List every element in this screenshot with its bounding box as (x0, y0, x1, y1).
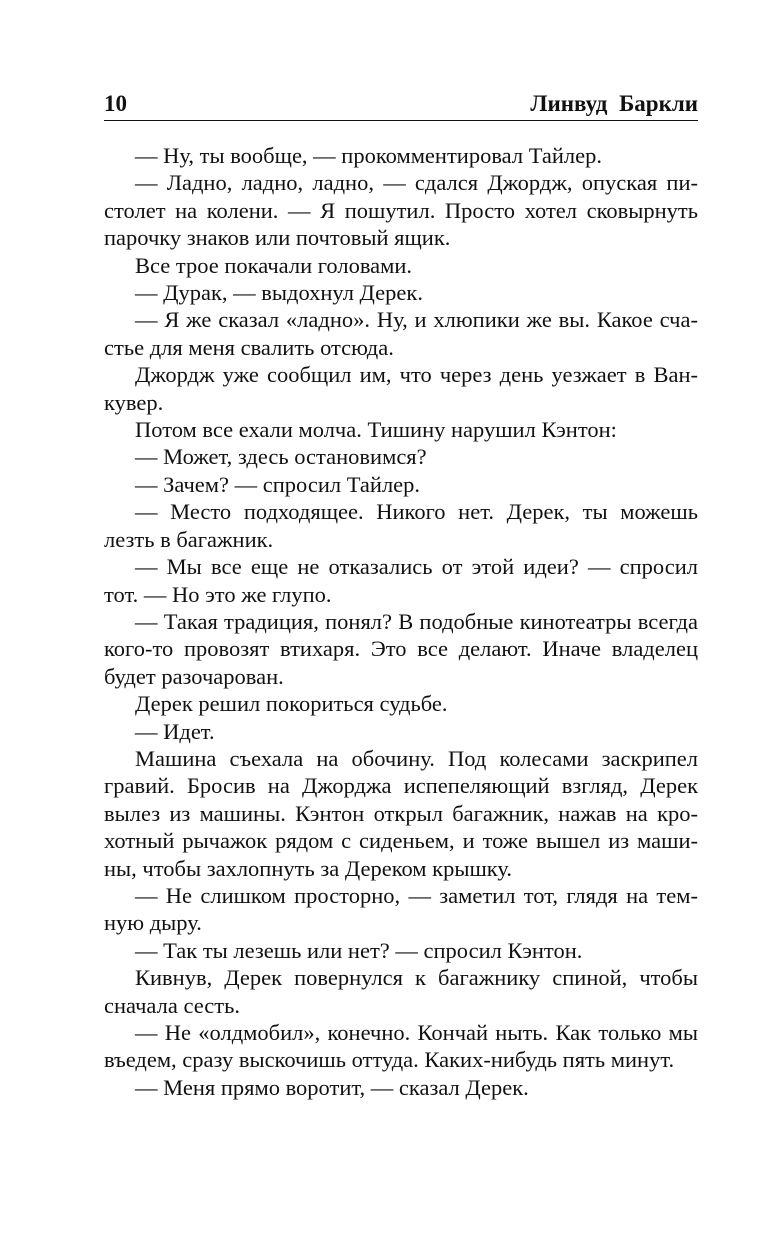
paragraph: — Не «олдмобил», конечно. Кончай ныть. Как только мы въедем, сразу выскочишь оттуда. Каких-нибудь пять минут. (104, 1020, 698, 1073)
paragraph: — Идет. (135, 718, 215, 744)
paragraph: Все трое покачали головами. (135, 252, 413, 278)
paragraph: — Может, здесь остановимся? (135, 444, 427, 470)
paragraph: — Такая традиция, понял? В подобные кинотеатры всегда кого-то провозят втихаря. Это все делают. Иначе владелец будет разочарован. (104, 608, 698, 689)
running-head (104, 90, 698, 121)
paragraph: — Зачем? — спросил Тайлер. (135, 471, 421, 497)
paragraph: — Ладно, ладно, ладно, — сдался Джордж, опуская пистолет на колени. — Я пошутил. Просто хотел сковырнуть парочку знаков или почтовый ящик. (104, 170, 698, 251)
paragraph: — Меня прямо воротит, — сказал Дерек. (135, 1074, 529, 1100)
author-name: Линвуд Баркли (530, 91, 698, 116)
paragraph: — Я же сказал «ладно». Ну, и хлюпики же вы. Какое счастье для меня свалить отсюда. (104, 307, 698, 360)
paragraph: — Дурак, — выдохнул Дерек. (135, 280, 423, 306)
paragraph: Машина съехала на обочину. Под колесами заскрипел гравий. Бросив на Джорджа испепеляющий взгляд, Дерек вылез из машины. Кэнтон открыл багажник, нажав на крохотный рычажок рядом с сиденьем, и тоже вышел из машины, чтобы захлопнуть за Дереком крышку. (104, 745, 698, 881)
paragraph: — Не слишком просторно, — заметил тот, глядя на темную дыру. (104, 882, 698, 936)
paragraph: — Ну, ты вообще, — прокомментировал Тайлер. (135, 143, 602, 168)
paragraph: — Так ты лезешь или нет? — спросил Кэнтон. (135, 937, 583, 963)
body-text (104, 142, 698, 1101)
paragraph: Джордж уже сообщил им, что через день уезжает в Ванкувер. (104, 362, 698, 415)
paragraph: Дерек решил покориться судьбе. (135, 691, 448, 717)
paragraph: — Место подходящее. Никого нет. Дерек, ты можешь лезть в багажник. (104, 499, 698, 552)
paragraph: — Мы все еще не отказались от этой идеи? — спросил тот. — Но это же глупо. (104, 554, 698, 607)
paragraph: Потом все ехали молча. Тишину нарушил Кэнтон: (135, 417, 617, 443)
paragraph: Кивнув, Дерек повернулся к багажнику спиной, чтобы сначала сесть. (104, 965, 698, 1018)
page-number: 10 (104, 91, 127, 116)
